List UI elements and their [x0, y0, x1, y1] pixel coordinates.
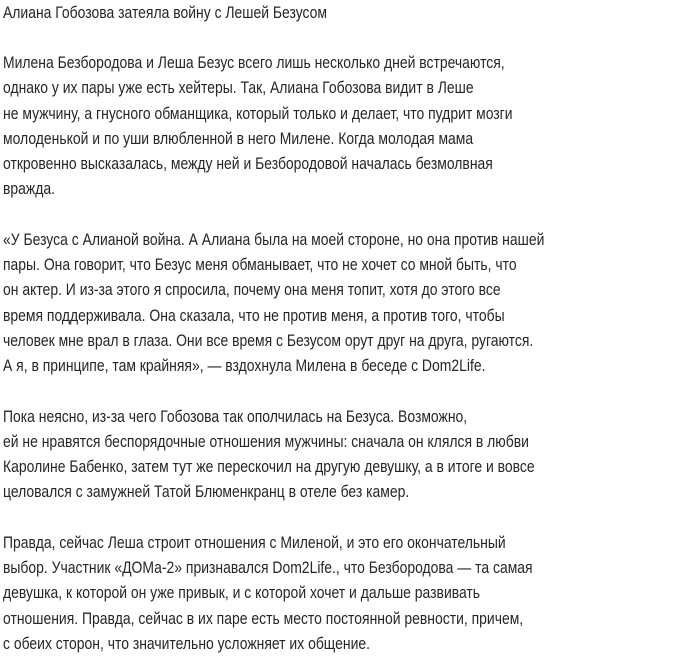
paragraph-1	[3, 50, 544, 202]
paragraph-line: Пока неясно, из-за чего Гобозова так ополчилась на Безуса. Возможно,	[3, 406, 468, 426]
paragraph-line: Милена Безбородова и Леша Безус всего лишь несколько дней встречаются,	[3, 53, 505, 72]
paragraph-line: не мужчину, а гнусного обманщика, который только и делает, что пудрит мозги	[3, 103, 513, 123]
paragraph-line: откровенно высказалась, между ней и Безбородовой началась безмолвная	[3, 154, 493, 174]
paragraph-line: с обеих сторон, что значительно усложняет их общение.	[3, 633, 370, 653]
paragraph-line: ей не нравятся беспорядочные отношения мужчины: сначала он клялся в любви	[3, 431, 529, 451]
article-body	[3, 50, 544, 656]
paragraph-line: А я, в принципе, там крайняя», — вздохнула Милена в беседе с Dom2Life.	[3, 356, 486, 376]
paragraph-3	[3, 404, 544, 505]
paragraph-4	[3, 530, 544, 656]
paragraph-line: целовался с замужней Татой Блюменкранц в отеле без камер.	[3, 482, 410, 502]
paragraph-line: время поддерживала. Она сказала, что не против меня, а против того, чтобы	[3, 305, 505, 325]
paragraph-line: пары. Она говорит, что Безус меня обманывает, что не хочет со мной быть, что	[3, 255, 517, 275]
paragraph-line: Правда, сейчас Леша строит отношения с Миленой, и это его окончательный	[3, 532, 506, 552]
paragraph-line: однако у их пары уже есть хейтеры. Так, Алиана Гобозова видит в Леше	[3, 78, 474, 98]
paragraph-line: молоденькой и по уши влюбленной в него Милене. Когда молодая мама	[3, 128, 474, 148]
article	[3, 0, 544, 656]
paragraph-line: девушка, к которой он уже привык, и с которой хочет и дальше развивать	[3, 583, 481, 603]
article-title: Алиана Гобозова затеяла войну с Лешей Безусом	[3, 3, 328, 22]
paragraph-line: вражда.	[3, 179, 56, 199]
paragraph-line: Каролине Бабенко, затем тут же перескочил на другую девушку, а в итоге и вовсе	[3, 457, 535, 477]
paragraph-line: «У Безуса с Алианой война. А Алиана была на моей стороне, но она против нашей	[3, 229, 545, 249]
paragraph-line: выбор. Участник «ДОМа-2» признавался Dom2Life., что Безбородова — та самая	[3, 558, 533, 578]
paragraph-line: он актер. И из-за этого я спросила, почему она меня топит, хотя до этого все	[3, 280, 501, 300]
paragraph-line: человек мне врал в глаза. Они все время с Безусом орут друг на друга, ругаются.	[3, 330, 534, 350]
paragraph-2	[3, 227, 544, 379]
paragraph-line: отношения. Правда, сейчас в их паре есть место постоянной ревности, причем,	[3, 608, 524, 628]
